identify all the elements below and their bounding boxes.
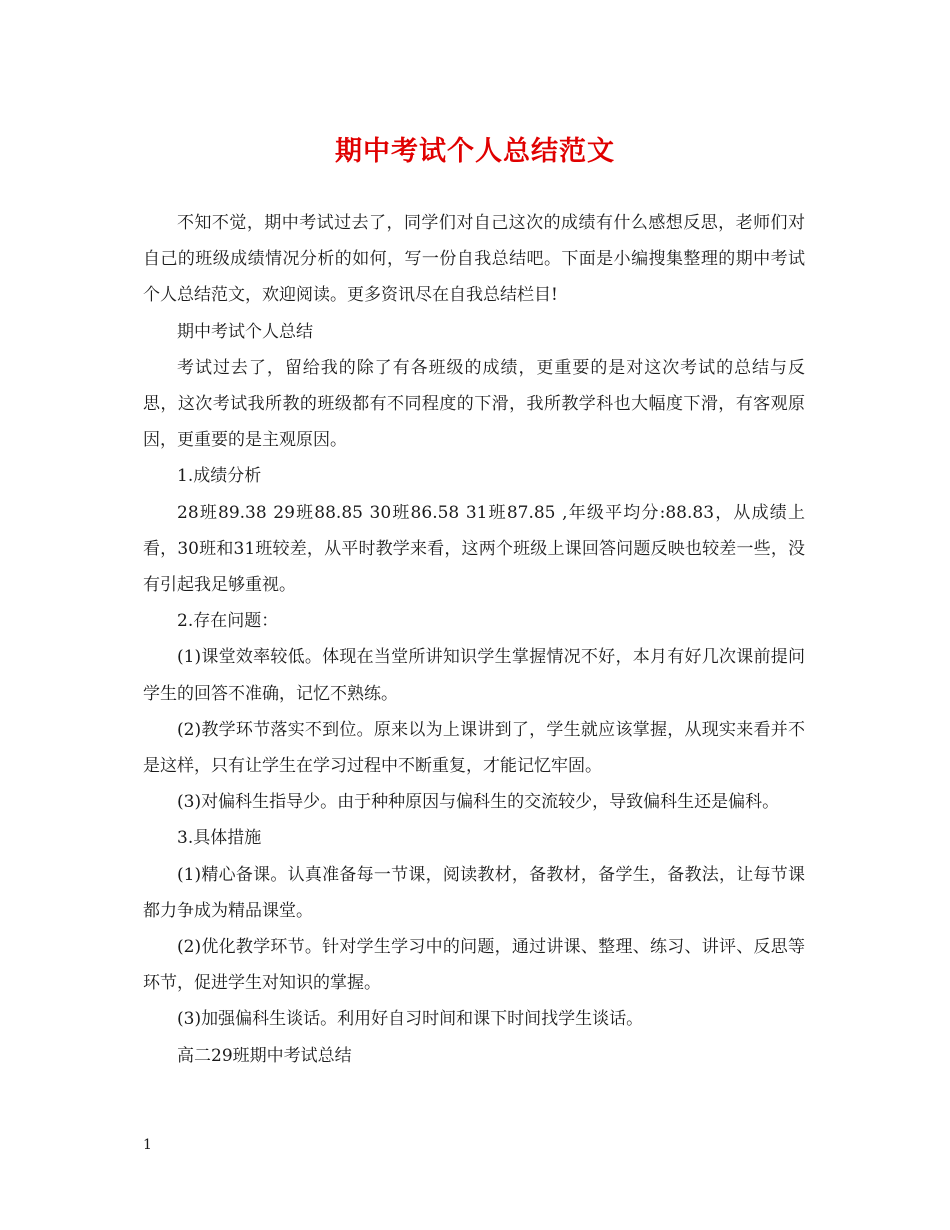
intro-paragraph: 不知不觉，期中考试过去了，同学们对自己这次的成绩有什么感想反思，老师们对自己的班级成绩情况分析的如何，写一份自我总结吧。下面是小编搜集整理的期中考试个人总结范文，欢迎阅读。更多资讯尽在自我总结栏目! [143, 213, 805, 306]
section-heading-score-analysis: 1.成绩分析 [177, 466, 262, 487]
section-heading-summary: 期中考试个人总结 [177, 321, 313, 342]
document-title: 期中考试个人总结范文 [335, 136, 615, 167]
body-paragraph-scores: 28班89.38 29班88.85 30班86.58 31班87.85 ,年级平均分:88.83，从成绩上看，30班和31班较差，从平时教学来看，这两个班级上课回答问题反映也较差一些，没有引起我足够重视。 [143, 502, 805, 596]
document-body [143, 205, 805, 1074]
measure-item: (3)加强偏科生谈话。利用好自习时间和课下时间找学生谈话。 [177, 1009, 644, 1030]
section-heading-measures: 3.具体措施 [177, 828, 262, 849]
problem-item: (2)教学环节落实不到位。原来以为上课讲到了，学生就应该掌握，从现实来看并不是这样，只有让学生在学习过程中不断重复，才能记忆牢固。 [143, 719, 805, 777]
section-heading-class-summary: 高二29班期中考试总结 [177, 1045, 352, 1066]
measure-item: (1)精心备课。认真准备每一节课，阅读教材，备教材，备学生，备教法，让每节课都力争成为精品课堂。 [143, 864, 805, 921]
measure-item: (2)优化教学环节。针对学生学习中的问题，通过讲课、整理、练习、讲评、反思等环节，促进学生对知识的掌握。 [143, 937, 805, 994]
section-heading-problems: 2.存在问题： [177, 611, 279, 632]
problem-item: (3)对偏科生指导少。由于种种原因与偏科生的交流较少，导致偏科生还是偏科。 [177, 792, 780, 813]
problem-item: (1)课堂效率较低。体现在当堂所讲知识学生掌握情况不好，本月有好几次课前提问学生的回答不准确，记忆不熟练。 [143, 647, 805, 704]
body-paragraph: 考试过去了，留给我的除了有各班级的成绩，更重要的是对这次考试的总结与反思，这次考试我所教的班级都有不同程度的下滑，我所教学科也大幅度下滑，有客观原因，更重要的是主观原因。 [143, 357, 805, 451]
page-number: 1 [143, 1137, 152, 1153]
